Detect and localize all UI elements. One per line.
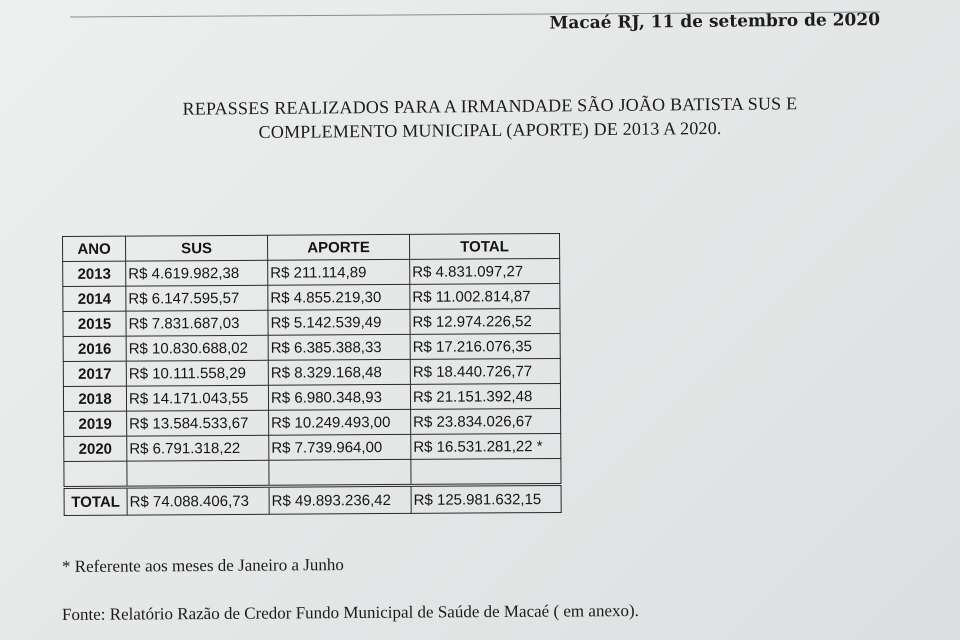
cell-total: R$ 11.002.814,87 [410,283,560,309]
cell-sus: R$ 6.147.595,57 [126,285,268,311]
cell-year: 2020 [64,436,127,461]
cell-sus: R$ 10.111.558,29 [126,360,268,386]
cell-total: R$ 23.834.026,67 [411,408,561,434]
cell-year: 2016 [63,336,126,361]
header-aporte: APORTE [267,234,409,260]
cell-sus: R$ 7.831.687,03 [126,310,268,336]
cell-aporte: R$ 8.329.168,48 [268,359,410,385]
cell-total: R$ 4.831.097,27 [410,258,560,284]
cell-year: 2013 [63,261,126,286]
table-header-row [63,233,560,261]
table-row [63,258,560,286]
empty-cell [64,461,127,487]
empty-row [64,458,561,487]
cell-aporte: R$ 10.249.493,00 [269,409,411,435]
totals-row [64,484,561,515]
table-row [63,308,560,336]
cell-aporte: R$ 7.739.964,00 [269,434,411,460]
header-total: TOTAL [409,233,559,259]
cell-total: R$ 21.151.392,48 [410,383,560,409]
cell-year: 2015 [63,311,126,336]
cell-aporte: R$ 4.855.219,30 [268,284,410,310]
transfers-table [62,233,562,516]
cell-total: R$ 12.974.226,52 [410,308,560,334]
cell-total: R$ 17.216.076,35 [410,333,560,359]
date-line: Macaé RJ, 11 de setembro de 2020 [549,10,881,34]
cell-aporte: R$ 6.980.348,93 [268,384,410,410]
cell-sus: R$ 4.619.982,38 [126,260,268,286]
cell-total: R$ 18.440.726,77 [410,358,560,384]
cell-year: 2014 [63,286,126,311]
title-line-1: REPASSES REALIZADOS PARA A IRMANDADE SÃO JOÃO BATISTA SUS E [182,93,798,119]
totals-label: TOTAL [64,487,127,515]
title-line-2: COMPLEMENTO MUNICIPAL (APORTE) DE 2013 A 2020. [258,117,722,143]
cell-sus: R$ 6.791.318,22 [127,435,269,461]
totals-total: R$ 125.981.632,15 [411,484,561,513]
table-row [63,383,560,411]
totals-aporte: R$ 49.893.236,42 [269,485,411,514]
cell-aporte: R$ 211.114,89 [268,259,410,285]
table-row [63,358,560,386]
totals-sus: R$ 74.088.406,73 [127,486,269,515]
cell-year: 2017 [63,361,126,386]
footnote: * Referente aos meses de Janeiro a Junho [61,555,344,576]
document-title [130,91,850,145]
empty-cell [269,459,411,486]
header-sus: SUS [126,235,268,261]
cell-year: 2018 [63,386,126,411]
cell-year: 2019 [64,411,127,436]
cell-total: R$ 16.531.281,22 * [411,433,561,459]
empty-cell [127,460,269,487]
table-row [63,283,560,311]
cell-sus: R$ 14.171.043,55 [126,385,268,411]
table-row [64,433,561,461]
cell-sus: R$ 10.830.688,02 [126,335,268,361]
cell-aporte: R$ 5.142.539,49 [268,309,410,335]
empty-cell [411,458,561,485]
table-row [63,333,560,361]
source-note: Fonte: Relatório Razão de Credor Fundo Municipal de Saúde de Macaé ( em anexo). [61,600,639,625]
table-row [64,408,561,436]
header-year: ANO [63,236,126,261]
cell-aporte: R$ 6.385.388,33 [268,334,410,360]
cell-sus: R$ 13.584.533,67 [127,410,269,436]
